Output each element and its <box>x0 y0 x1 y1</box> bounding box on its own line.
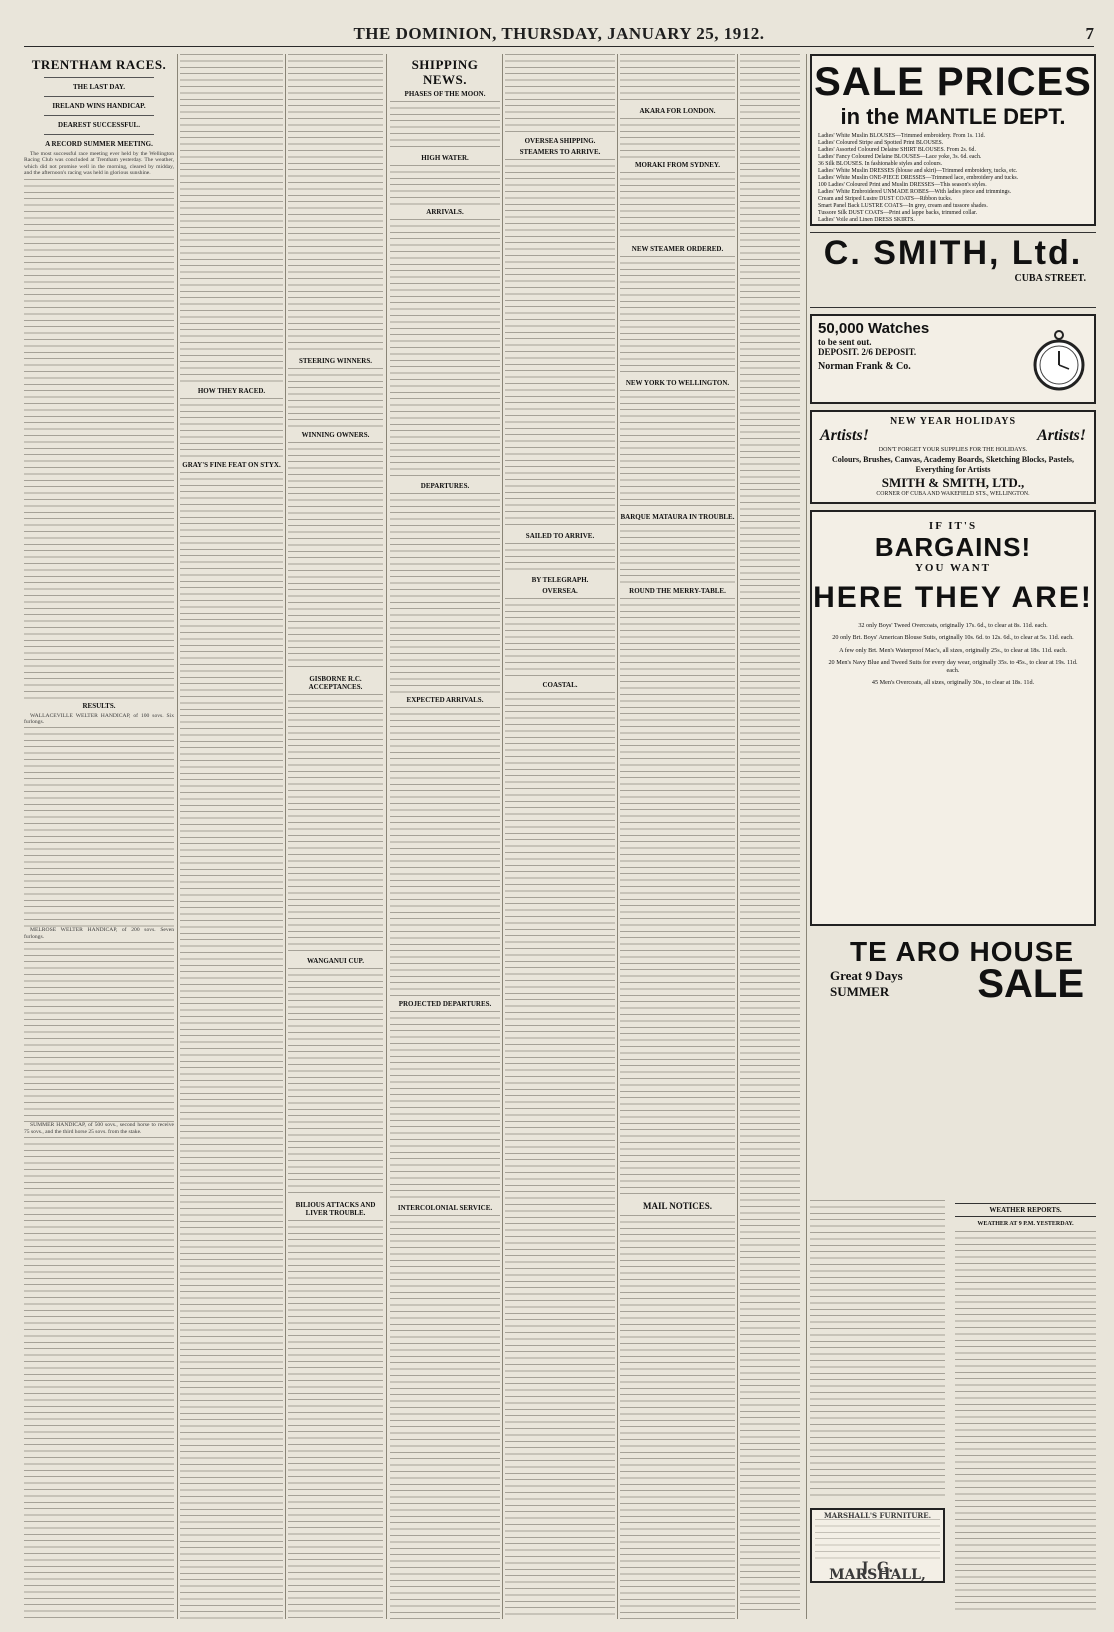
artists-holidays: NEW YEAR HOLIDAYS <box>889 416 1017 427</box>
article-text <box>390 707 500 997</box>
artists-word-right: Artists! <box>1037 427 1086 444</box>
column-rule <box>502 54 503 1619</box>
article-text <box>180 472 283 1619</box>
marshall-name: J. G. MARSHALL, <box>829 1560 926 1583</box>
bargains-list <box>812 622 1094 686</box>
masthead-title: THE DOMINION, THURSDAY, JANUARY 25, 1912. <box>353 24 765 43</box>
watches-sub: to be sent out. <box>818 337 872 347</box>
article-text <box>288 54 383 354</box>
sale-item: Ladies' White Muslin ONE-PIECE DRESSES—Trimmed lace, embroidery and tucks. <box>818 175 1019 181</box>
column-races <box>24 54 174 1619</box>
sale-item: Ladies' Voile and Linen DRESS SKIRTS. <box>818 217 915 223</box>
article-text <box>180 398 283 458</box>
tearo-days: Great 9 Days <box>830 968 903 983</box>
heading-akara: AKARA FOR LONDON. <box>639 107 716 115</box>
heading-oversea-shipping: OVERSEA SHIPPING. <box>524 137 596 145</box>
heading-mataura: BARQUE MATAURA IN TROUBLE. <box>620 513 735 521</box>
heading-merry-table: ROUND THE MERRY-TABLE. <box>629 587 726 595</box>
article-text <box>620 256 735 376</box>
watches-head: 50,000 Watches <box>818 320 930 337</box>
sale-item: Ladies' Assorted Coloured Delaine SHIRT BLOUSES. From 2s. 6d. <box>818 147 976 153</box>
result-melrose: MELROSE WELTER HANDICAP, of 200 sovs. Seven furlongs. <box>24 927 174 940</box>
column-news <box>620 54 735 1619</box>
heading-sailed-arrive: SAILED TO ARRIVE. <box>525 532 595 540</box>
column-rule <box>737 54 738 1619</box>
article-text <box>810 1200 945 1500</box>
bargain-item: A few only Brt. Men's Waterproof Mac's, all sizes, originally 25s., to clear at 18s. 11d. each. <box>839 646 1067 654</box>
article-text <box>24 942 174 1122</box>
marshall-head: MARSHALL'S FURNITURE. <box>823 1511 932 1520</box>
article-text <box>390 1215 500 1619</box>
c-smith-street: CUBA STREET. <box>1014 273 1086 284</box>
results-heading: RESULTS. <box>82 701 116 710</box>
heading-steamers-arrive: STEAMERS TO ARRIVE. <box>519 148 601 156</box>
page-number: 7 <box>1085 24 1094 43</box>
heading-mail-notices: MAIL NOTICES. <box>642 1201 713 1211</box>
heading-bilious: BILIOUS ATTACKS AND LIVER TROUBLE. <box>295 1201 376 1217</box>
article-text <box>390 493 500 693</box>
column-rule <box>177 54 178 1619</box>
sale-item: Ladies' Fancy Coloured Delaine BLOUSES—Lace yoke, 3s. 6d. each. <box>818 154 982 160</box>
bargain-item: 32 only Boys' Tweed Overcoats, originally 17s. 6d., to clear at 8s. 11d. each. <box>858 622 1048 629</box>
heading-arrivals: ARRIVALS. <box>426 208 464 216</box>
notices-column <box>810 1200 945 1620</box>
sale-subtitle: in the MANTLE DEPT. <box>840 104 1066 129</box>
article-text <box>505 543 615 573</box>
subhead-record: A RECORD SUMMER MEETING. <box>45 140 153 148</box>
bargains-here: HERE THEY ARE! <box>813 581 1093 614</box>
article-text <box>390 1011 500 1201</box>
article-text <box>620 390 735 510</box>
moon-table <box>390 101 500 151</box>
heading-oversea: OVERSEA. <box>542 587 578 595</box>
heading-moraki: MORAKI FROM SYDNEY. <box>634 161 721 169</box>
article-text <box>620 172 735 242</box>
heading-owners: WINNING OWNERS. <box>301 431 370 439</box>
heading-expected: EXPECTED ARRIVALS. <box>406 696 484 704</box>
heading-moon: PHASES OF THE MOON. <box>404 90 486 98</box>
sale-item: Ladies' Coloured Stripe and Spotted Print BLOUSES. <box>818 140 944 146</box>
pocket-watch-icon <box>1024 316 1094 402</box>
weather-column <box>955 1200 1096 1620</box>
article-text <box>288 368 383 428</box>
heading-high-water: HIGH WATER. <box>421 154 469 162</box>
article-text <box>505 598 615 678</box>
article-text <box>288 694 383 954</box>
artists-list: Colours, Brushes, Canvas, Academy Boards, Sketching Blocks, Pastels, Everything for Artists <box>831 455 1075 474</box>
sale-item-list <box>812 130 1094 226</box>
article-text <box>180 54 283 384</box>
article-text <box>24 1137 174 1619</box>
sale-item: Ladies' White Muslin DRESSES (blouse and skirt)—Trimmed embroidery, tucks, etc. <box>818 168 1018 174</box>
artists-dont-forget: DON'T FORGET YOUR SUPPLIES FOR THE HOLIDAYS. <box>878 447 1028 453</box>
column-narrow <box>740 54 800 1619</box>
intro-paragraph: The most successful race meeting ever held by the Wellington Racing Club was concluded at Trentham yesterday. The weather, which did not promise well in the morning, cleared by midday, and the afternoon's racing was held in glorious sunshine. <box>24 151 174 177</box>
bargains-if-its: IF IT'S <box>928 520 978 532</box>
bargain-item: 20 Men's Navy Blue and Tweed Suits for every day wear, originally 35s. to 45s., to clear at 19s. 11d. each. <box>828 659 1078 674</box>
te-aro-house-ad <box>810 932 1096 1024</box>
sale-item: Ladies' White Muslin BLOUSES—Trimmed embroidery. From 1s. 11d. <box>818 133 985 139</box>
sale-item: Ladies' White Embroidered UNMADE ROBES—With ladies piece and trimmings. <box>818 189 1012 195</box>
heading-gisborne: GISBORNE R.C. ACCEPTANCES. <box>308 675 363 691</box>
heading-how-they-raced: HOW THEY RACED. <box>197 387 266 395</box>
subhead-ireland: IRELAND WINS HANDICAP. <box>52 102 146 110</box>
c-smith-name: C. SMITH, Ltd. <box>823 234 1083 272</box>
heading-grays-feat: GRAY'S FINE FEAT ON STYX. <box>182 461 281 469</box>
watches-firm: Norman Frank & Co. <box>818 361 911 372</box>
tearo-sale: SALE <box>977 962 1084 1006</box>
bargains-ad <box>810 510 1096 926</box>
article-text <box>620 598 735 1198</box>
column-rule <box>617 54 618 1619</box>
sale-item: Tussore Silk DUST COATS—Print and lappe backs, trimmed collar. <box>818 210 978 216</box>
artists-firm: SMITH & SMITH, LTD., <box>881 475 1025 490</box>
headline-shipping: SHIPPING NEWS. <box>411 57 479 87</box>
column-racing-2 <box>180 54 283 1619</box>
heading-new-steamer: NEW STEAMER ORDERED. <box>631 245 724 253</box>
marshall-ad <box>810 1508 945 1583</box>
bargains-title: BARGAINS! <box>874 532 1032 562</box>
watches-deposit: DEPOSIT. 2/6 DEPOSIT. <box>818 347 917 357</box>
sale-title: SALE PRICES <box>814 60 1092 104</box>
article-text <box>740 54 800 1614</box>
subhead-last-day: THE LAST DAY. <box>72 83 126 91</box>
column-rule <box>285 54 286 1619</box>
artists-address: CORNER OF CUBA AND WAKEFIELD STS., WELLINGTON. <box>876 491 1030 497</box>
column-oversea <box>505 54 615 1619</box>
sale-item <box>818 224 1088 226</box>
heading-wanganui: WANGANUI CUP. <box>307 957 364 965</box>
article-text <box>24 179 174 699</box>
article-text <box>620 118 735 158</box>
heading-projected: PROJECTED DEPARTURES. <box>398 1000 492 1008</box>
heading-intercolonial: INTERCOLONIAL SERVICE. <box>397 1204 493 1212</box>
advertisements <box>810 54 1096 1030</box>
heading-coastal: COASTAL. <box>542 681 578 689</box>
heading-departures: DEPARTURES. <box>420 482 470 490</box>
article-text <box>24 727 174 927</box>
result-summer: SUMMER HANDICAP, of 500 sovs., second horse to receive 75 sovs., and the third horse 25 sovs. from the stake. <box>24 1122 174 1135</box>
weather-subheading: WEATHER AT 9 P.M. YESTERDAY. <box>977 1221 1074 1227</box>
bargain-item: 20 only Brt. Boys' American Blouse Suits, originally 10s. 6d. to 12s. 6d., to clear at 5s. 11d. each. <box>832 634 1074 642</box>
lower-right-section <box>810 1200 1096 1620</box>
column-racing-3 <box>288 54 383 1619</box>
artists-ad <box>810 410 1096 504</box>
artists-word-left: Artists! <box>820 427 869 444</box>
article-text <box>390 219 500 479</box>
article-text <box>955 1231 1096 1611</box>
article-text <box>505 54 615 134</box>
subhead-dearest: DEAREST SUCCESSFUL. <box>58 121 140 129</box>
sale-item: Cream and Striped Lustre DUST COATS—Ribbon tucks. <box>818 196 953 202</box>
result-wallaceville: WALLACEVILLE WELTER HANDICAP, of 100 sovs. Six furlongs. <box>24 712 174 726</box>
article-text <box>620 1215 735 1619</box>
tearo-summer: SUMMER <box>830 984 890 999</box>
column-rule <box>386 54 387 1619</box>
sale-prices-ad <box>810 54 1096 226</box>
article-text <box>815 1519 940 1559</box>
watches-ad <box>810 314 1096 404</box>
heading-steering: STEERING WINNERS. <box>298 357 372 365</box>
headline-trentham: TRENTHAM RACES. <box>31 57 167 72</box>
c-smith-ad <box>810 232 1096 308</box>
bargains-you-want: YOU WANT <box>914 562 991 574</box>
tide-table <box>390 165 500 205</box>
column-rule <box>806 54 807 1619</box>
article-text <box>505 692 615 1619</box>
column-shipping <box>390 54 500 1619</box>
tearo-title: TE ARO HOUSE <box>850 936 1075 967</box>
article-text <box>620 54 735 104</box>
article-text <box>288 442 383 672</box>
article-text <box>620 524 735 584</box>
sale-item: Smart Panel Back LUSTRE COATS—In grey, cream and tussore shades. <box>818 203 988 209</box>
bargain-item: 45 Men's Overcoats, all sizes, originally 30s., to clear at 18s. 11d. <box>871 679 1035 687</box>
article-text <box>288 968 383 1198</box>
heading-by-telegraph: BY TELEGRAPH. <box>531 576 589 584</box>
heading-new-york: NEW YORK TO WELLINGTON. <box>625 379 730 387</box>
sale-item: 100 Ladies' Coloured Print and Muslin DRESSES—This season's styles. <box>818 182 987 188</box>
sale-item: 36 Silk BLOUSES. In fashionable styles and colours. <box>818 161 943 167</box>
article-text <box>288 1220 383 1619</box>
article-text <box>505 159 615 529</box>
weather-heading: WEATHER REPORTS. <box>955 1203 1096 1217</box>
masthead <box>24 24 1094 47</box>
